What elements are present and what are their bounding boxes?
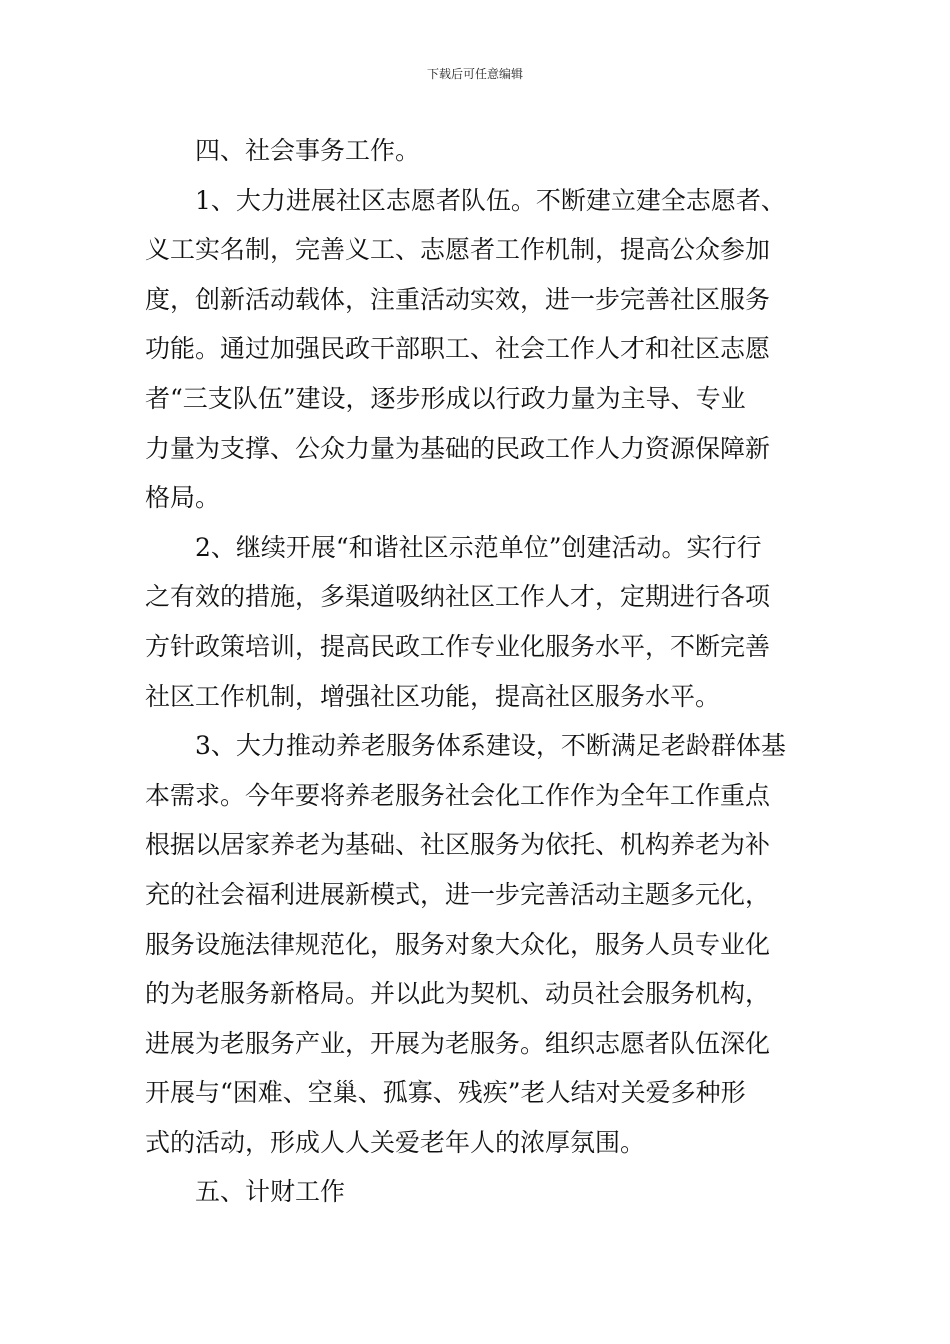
document-body bbox=[145, 126, 807, 1217]
paragraph-line: 之有效的措施，多渠道吸纳社区工作人才，定期进行各项 bbox=[145, 582, 771, 612]
paragraph-line: 格局。 bbox=[145, 483, 221, 513]
paragraph-line: 充的社会福利进展新模式，进一步完善活动主题多元化， bbox=[145, 879, 771, 909]
page-header: 下载后可任意编辑 bbox=[426, 67, 523, 81]
paragraph-line: 3、大力推动养老服务体系建设，不断满足老龄群体基 bbox=[195, 731, 786, 761]
paragraph-line: 义工实名制，完善义工、志愿者工作机制，提高公众参加 bbox=[145, 235, 771, 265]
paragraph-line: 根据以居家养老为基础、社区服务为依托、机构养老为补 bbox=[145, 830, 771, 860]
paragraph-line: 方针政策培训，提高民政工作专业化服务水平，不断完善 bbox=[145, 631, 771, 661]
paragraph-line: 进展为老服务产业，开展为老服务。组织志愿者队伍深化 bbox=[145, 1028, 771, 1058]
paragraph-line: 度，创新活动载体，注重活动实效，进一步完善社区服务 bbox=[145, 284, 771, 314]
paragraph-line: 者“三支队伍”建设，逐步形成以行政力量为主导、专业 bbox=[145, 383, 746, 413]
paragraph-line: 的为老服务新格局。并以此为契机、动员社会服务机构， bbox=[145, 979, 771, 1009]
paragraph-line: 服务设施法律规范化，服务对象大众化，服务人员专业化 bbox=[145, 929, 771, 959]
paragraph-line: 开展与“困难、空巢、孤寡、残疾”老人结对关爱多种形 bbox=[145, 1078, 746, 1108]
paragraph-line: 2、继续开展“和谐社区示范单位”创建活动。实行行 bbox=[195, 532, 762, 562]
paragraph-line: 本需求。今年要将养老服务社会化工作作为全年工作重点 bbox=[145, 780, 771, 810]
paragraph-line: 力量为支撑、公众力量为基础的民政工作人力资源保障新 bbox=[145, 433, 771, 463]
paragraph-line: 社区工作机制，增强社区功能，提高社区服务水平。 bbox=[145, 681, 721, 711]
paragraph-line: 功能。通过加强民政干部职工、社会工作人才和社区志愿 bbox=[145, 334, 771, 364]
section-heading: 五、计财工作 bbox=[195, 1177, 346, 1207]
paragraph-line: 1、大力进展社区志愿者队伍。不断建立建全志愿者、 bbox=[195, 185, 786, 215]
paragraph-line: 式的活动，形成人人关爱老年人的浓厚氛围。 bbox=[145, 1127, 646, 1157]
section-heading: 四、社会事务工作。 bbox=[195, 136, 421, 165]
